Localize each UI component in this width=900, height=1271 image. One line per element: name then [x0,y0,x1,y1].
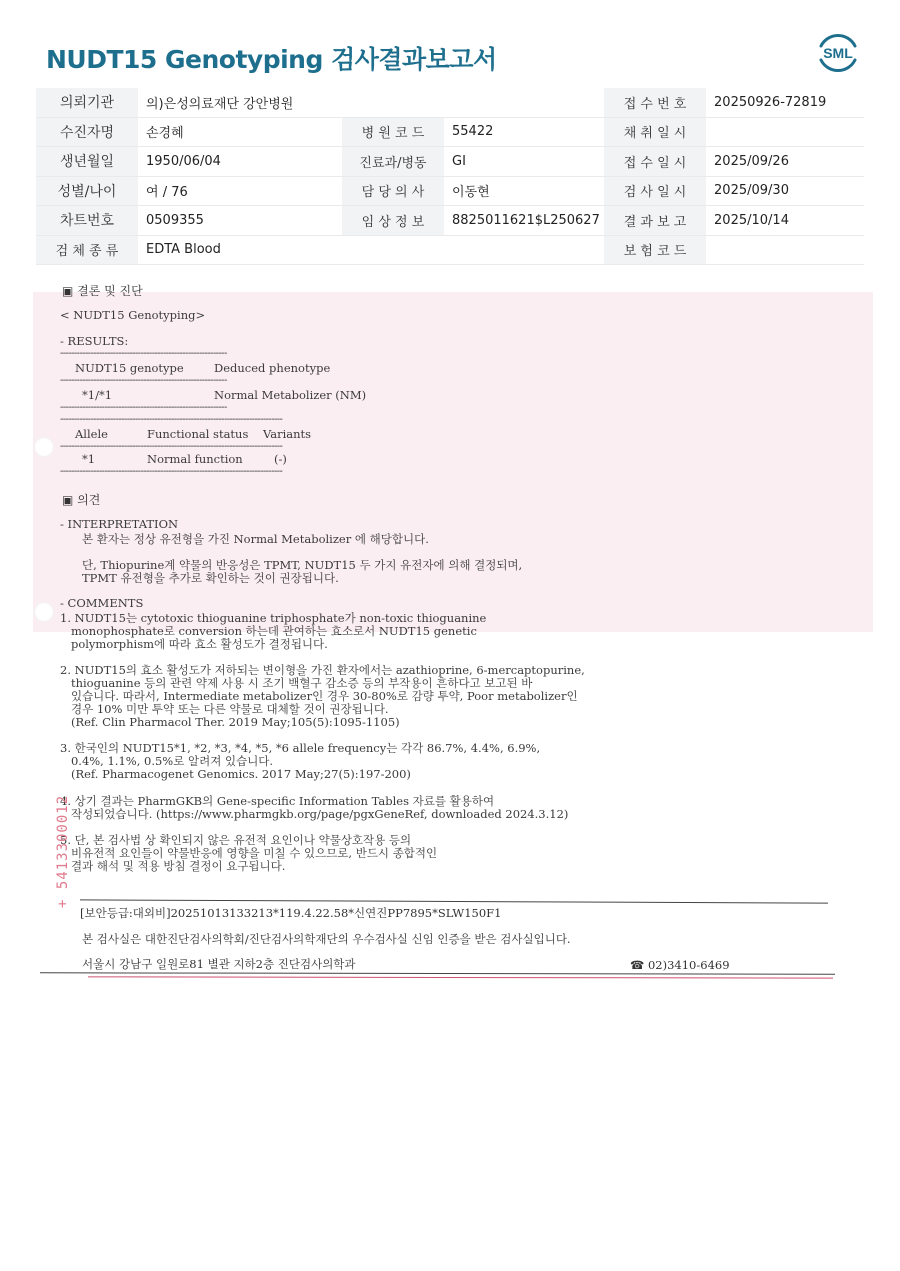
comment-line: 4. 상기 결과는 PharmGKB의 Gene-specific Information Tables 자료를 활용하여 [60,794,495,808]
clinical-value: 8825011621$L250627 [444,206,604,236]
lab-address: 서울시 강남구 일원로81 별관 지하2층 진단검사의학과 [82,957,356,971]
comment-line: 5. 단, 본 검사법 상 확인되지 않은 유전적 요인이나 약물상호작용 등의 [60,833,412,847]
allele-col-header: Allele [75,427,108,441]
receipt-no-label: 접 수 번 호 [604,88,706,117]
test-date-label: 검 사 일 시 [604,176,706,206]
functional-value: Normal function [147,452,243,466]
footer-divider [80,899,828,903]
insurance-value [706,235,864,265]
patient-label: 수진자명 [36,117,138,147]
received-date-label: 접 수 일 시 [604,147,706,177]
hospital-code-value: 55422 [444,117,604,147]
collection-date-label: 채 취 일 시 [604,117,706,147]
chart-no-label: 차트번호 [36,206,138,236]
interpretation-line: TPMT 유전형을 추가로 확인하는 것이 권장됩니다. [82,571,339,585]
divider: ------------------------------------------------------------ [60,348,227,359]
patient-value: 손경혜 [138,117,342,147]
specimen-label: 검 체 종 류 [36,235,138,265]
security-line: [보안등급:대외비]20251013133213*119.4.22.58*신연진PP7895*SLW150F1 [80,906,502,920]
genotype-value: *1/*1 [82,388,113,402]
sml-logo-text: SML [823,45,853,61]
info-row [36,206,864,236]
variants-col-header: Variants [263,427,312,441]
chart-no-value: 0509355 [138,206,342,236]
allele-value: *1 [82,452,96,466]
certification-text: 본 검사실은 대한진단검사의학회/진단검사의학재단의 우수검사실 신임 인증을 받은 검사실입니다. [82,932,571,946]
birth-label: 생년월일 [36,147,138,177]
comment-line: 비유전적 요인들이 약물반응에 영향을 미칠 수 있으므로, 반드시 종합적인 [60,846,438,860]
divider: -------------------------------------------------------------------------------- [60,441,283,452]
variants-value: (-) [274,452,287,466]
genotype-col-header: NUDT15 genotype [75,361,184,375]
divider: -------------------------------------------------------------------------------- [60,466,283,477]
comment-line: (Ref. Clin Pharmacol Ther. 2019 May;105(5):1095-1105) [60,715,400,729]
received-date-value: 2025/09/26 [706,147,864,177]
footer-divider-red [88,976,833,978]
footer-divider [40,972,835,974]
report-date-value: 2025/10/14 [706,206,864,236]
dept-label: 진료과/병동 [342,147,444,177]
page-title: NUDT15 Genotyping 검사결과보고서 [46,45,497,74]
specimen-value: EDTA Blood [138,235,604,265]
comment-line: 결과 해석 및 적용 방침 결정이 요구됩니다. [60,859,286,873]
requesting-org-label: 의뢰기관 [36,88,138,117]
phenotype-value: Normal Metabolizer (NM) [214,388,367,402]
barcode-stamp: + 5413300012 [55,794,71,908]
divider: -------------------------------------------------------------------------------- [60,414,283,425]
comment-line: 2. NUDT15의 효소 활성도가 저하되는 변이형을 가진 환자에서는 azathioprine, 6-mercaptopurine, [60,663,585,677]
divider: ------------------------------------------------------------ [60,402,227,413]
punch-hole [34,602,54,622]
comment-line: 작성되었습니다. (https://www.pharmgkb.org/page/pgxGeneRef, downloaded 2024.3.12) [60,807,569,821]
comment-line: 있습니다. 따라서, Intermediate metabolizer인 경우 30-80%로 감량 투약, Poor metabolizer인 [60,689,578,703]
comment-line: (Ref. Pharmacogenet Genomics. 2017 May;27(5):197-200) [60,767,411,781]
clinical-label: 임 상 정 보 [342,206,444,236]
insurance-label: 보 험 코 드 [604,235,706,265]
functional-col-header: Functional status [147,427,249,441]
comment-line: 0.4%, 1.1%, 0.5%로 알려져 있습니다. [60,754,274,768]
lab-phone: ☎ 02)3410-6469 [630,958,730,972]
info-row [36,147,864,177]
report-date-label: 결 과 보 고 [604,206,706,236]
info-row [36,88,864,117]
sex-age-label: 성별/나이 [36,176,138,206]
interpretation-heading: - INTERPRETATION [60,517,179,531]
info-row [36,117,864,147]
hospital-code-label: 병 원 코 드 [342,117,444,147]
comment-line: polymorphism에 따라 효소 활성도가 결정됩니다. [60,637,328,651]
test-date-value: 2025/09/30 [706,176,864,206]
dept-value: GI [444,147,604,177]
info-row [36,235,864,265]
conclusion-heading: ▣ 결론 및 진단 [62,284,143,298]
doctor-value: 이동현 [444,176,604,206]
comment-line: 경우 10% 미만 투약 또는 다른 약물로 대체할 것이 권장됩니다. [60,702,389,716]
info-row [36,176,864,206]
receipt-no-value: 20250926-72819 [706,88,864,117]
comment-line: 1. NUDT15는 cytotoxic thioguanine triphosphate가 non-toxic thioguanine [60,611,487,625]
collection-date-value [706,117,864,147]
punch-hole [34,437,54,457]
sex-age-value: 여 / 76 [138,176,342,206]
comments-heading: - COMMENTS [60,596,144,610]
divider: ------------------------------------------------------------ [60,375,227,386]
results-heading: - RESULTS: [60,334,129,348]
doctor-label: 담 당 의 사 [342,176,444,206]
phenotype-col-header: Deduced phenotype [214,361,331,375]
comment-line: monophosphate로 conversion 하는데 관여하는 효소로서 NUDT15 genetic [60,624,477,638]
interpretation-line: 본 환자는 정상 유전형을 가진 Normal Metabolizer 에 해당합니다. [82,532,429,546]
test-name: < NUDT15 Genotyping> [60,308,206,322]
opinion-heading: ▣ 의견 [62,493,101,507]
birth-value: 1950/06/04 [138,147,342,177]
sml-logo [815,30,861,76]
patient-info-table [36,88,864,265]
requesting-org-value: 의)은성의료재단 강안병원 [138,88,604,117]
comment-line: thioguanine 등의 관련 약제 사용 시 조기 백혈구 감소증 등의 부작용이 흔하다고 보고된 바 [60,676,533,690]
comment-line: 3. 한국인의 NUDT15*1, *2, *3, *4, *5, *6 allele frequency는 각각 86.7%, 4.4%, 6.9%, [60,741,541,755]
interpretation-line: 단, Thiopurine계 약물의 반응성은 TPMT, NUDT15 두 가지 유전자에 의해 결정되며, [82,558,523,572]
